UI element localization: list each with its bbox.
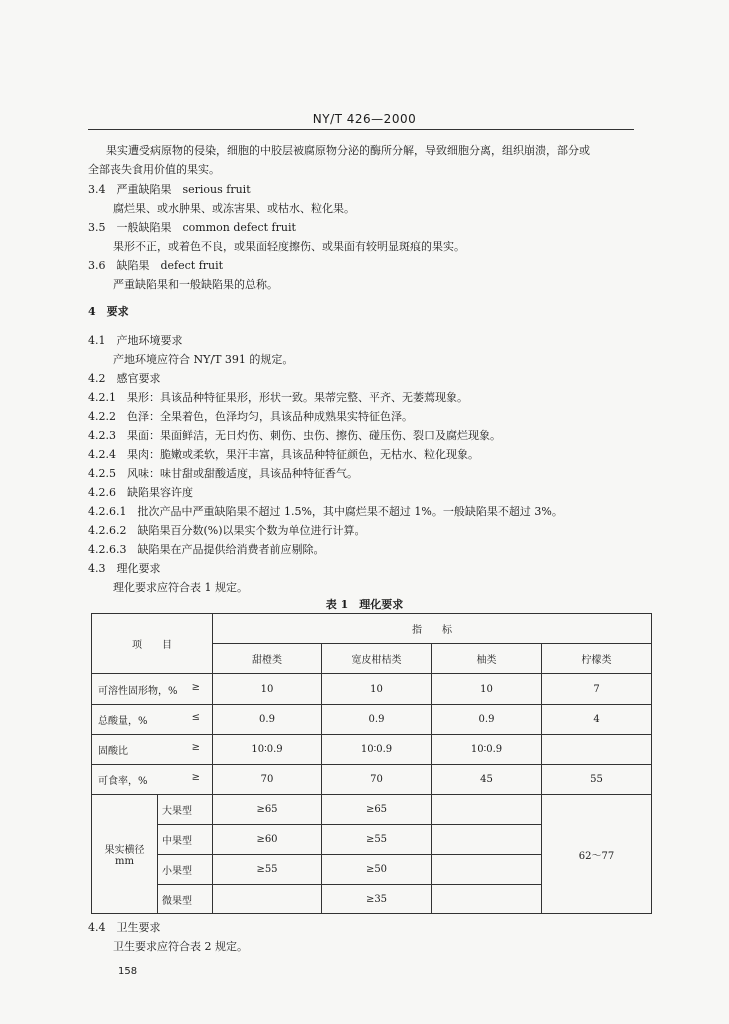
fruit-size-label: 小果型 — [158, 855, 213, 885]
comparison-sign: ≥ — [191, 772, 200, 783]
row-label: 固酸比 — [98, 746, 128, 757]
clause-item: 4.2.1 果形：具该品种特征果形，形状一致。果蒂完整、平齐、无萎蔫现象。 — [88, 391, 468, 404]
table-cell: ≥50 — [322, 855, 432, 885]
table-cell: 10∶0.9 — [322, 735, 432, 765]
table-cell: 10 — [213, 674, 322, 705]
clause-item: 4.2.5 风味：味甘甜或甜酸适度，具该品种特征香气。 — [88, 467, 358, 480]
table-cell: ≥55 — [213, 855, 322, 885]
requirements-table — [91, 613, 652, 914]
page-header: NY/T 426—2000 — [312, 112, 417, 126]
row-label: 总酸量，% — [98, 716, 148, 727]
table-caption: 表 1 理化要求 — [325, 598, 404, 611]
table-cell: 4 — [542, 705, 652, 735]
page-number: 158 — [118, 966, 138, 977]
column-header: 柚类 — [432, 644, 542, 674]
paragraph: 产地环境应符合 NY/T 391 的规定。 — [113, 353, 294, 366]
table-cell: 10∶0.9 — [432, 735, 542, 765]
clause-heading: 3.5 一般缺陷果 common defect fruit — [88, 221, 296, 234]
clause-heading: 4.2 感官要求 — [88, 372, 161, 385]
table-row — [92, 674, 652, 705]
table-cell: 10∶0.9 — [213, 735, 322, 765]
table-cell: 7 — [542, 674, 652, 705]
row-label-cell — [92, 705, 213, 735]
table-cell: ≥35 — [322, 885, 432, 914]
table-cell: 0.9 — [322, 705, 432, 735]
fruit-size-label: 中果型 — [158, 825, 213, 855]
table-cell: 0.9 — [213, 705, 322, 735]
column-header: 宽皮柑桔类 — [322, 644, 432, 674]
row-label: 可溶性固形物，% — [98, 685, 178, 697]
column-header: 柠檬类 — [542, 644, 652, 674]
header-rule — [88, 129, 634, 130]
table-row — [92, 705, 652, 735]
comparison-sign: ≥ — [191, 681, 200, 693]
clause-heading: 4.2.6 缺陷果容许度 — [88, 486, 193, 499]
fruit-size-label: 大果型 — [158, 795, 213, 825]
table-cell: ≥55 — [322, 825, 432, 855]
section-heading: 4 要求 — [88, 305, 129, 318]
clause-heading: 4.1 产地环境要求 — [88, 334, 183, 347]
diameter-label: 果实横径 — [104, 845, 145, 856]
column-header: 甜橙类 — [213, 644, 322, 674]
table-header-row — [92, 614, 652, 644]
paragraph: 理化要求应符合表 1 规定。 — [113, 581, 248, 594]
table-cell: ≥65 — [213, 795, 322, 825]
clause-item: 4.2.6.1 批次产品中严重缺陷果不超过 1.5%，其中腐烂果不超过 1%。一般缺陷果不超过 3%。 — [88, 505, 563, 518]
clause-heading: 4.3 理化要求 — [88, 562, 161, 575]
table-cell — [213, 885, 322, 914]
fruit-size-label: 微果型 — [158, 885, 213, 914]
table-cell: ≥65 — [322, 795, 432, 825]
table-row — [92, 735, 652, 765]
diameter-label-cell — [92, 795, 158, 914]
lemon-diameter-cell: 62～77 — [542, 795, 652, 914]
table-cell: 10 — [432, 674, 542, 705]
comparison-sign: ≤ — [191, 712, 200, 723]
clause-heading: 4.4 卫生要求 — [88, 921, 161, 934]
clause-item: 4.2.6.2 缺陷果百分数(%)以果实个数为单位进行计算。 — [88, 524, 366, 537]
table-cell — [432, 855, 542, 885]
paragraph: 严重缺陷果和一般缺陷果的总称。 — [113, 278, 278, 291]
clause-item: 4.2.6.3 缺陷果在产品提供给消费者前应剔除。 — [88, 543, 325, 556]
header-indicator-cell: 指 标 — [213, 614, 652, 644]
clause-item: 4.2.3 果面：果面鲜洁，无日灼伤、刺伤、虫伤、擦伤、碰压伤、裂口及腐烂现象。 — [88, 429, 501, 442]
table-cell: 55 — [542, 765, 652, 795]
row-label-cell — [92, 765, 213, 795]
table-cell: 70 — [213, 765, 322, 795]
clause-heading: 3.4 严重缺陷果 serious fruit — [88, 183, 251, 196]
row-label: 可食率，% — [98, 776, 148, 787]
paragraph: 果实遭受病原物的侵染，细胞的中胶层被腐原物分泌的酶所分解，导致细胞分离，组织崩溃，部分或 — [106, 144, 590, 157]
row-label-cell — [92, 674, 213, 705]
header-item-cell: 项 目 — [92, 614, 213, 674]
paragraph: 果形不正，或着色不良，或果面轻度擦伤、或果面有较明显斑痕的果实。 — [113, 240, 465, 253]
table-row — [92, 795, 652, 825]
row-label-cell — [92, 735, 213, 765]
paragraph: 腐烂果、或水肿果、或冻害果、或枯水、粒化果。 — [113, 202, 355, 215]
diameter-unit: mm — [115, 856, 134, 867]
table-cell: 0.9 — [432, 705, 542, 735]
table-cell: 45 — [432, 765, 542, 795]
table-cell — [432, 885, 542, 914]
table-cell: 10 — [322, 674, 432, 705]
table-cell: ≥60 — [213, 825, 322, 855]
clause-heading: 3.6 缺陷果 defect fruit — [88, 259, 224, 272]
table-cell — [432, 825, 542, 855]
table-cell: 70 — [322, 765, 432, 795]
table-cell — [432, 795, 542, 825]
table-row — [92, 765, 652, 795]
clause-item: 4.2.2 色泽：全果着色，色泽均匀，具该品种成熟果实特征色泽。 — [88, 410, 413, 423]
paragraph: 全部丧失食用价值的果实。 — [88, 163, 220, 176]
comparison-sign: ≥ — [191, 742, 200, 753]
clause-item: 4.2.4 果肉：脆嫩或柔软，果汗丰富，具该品种特征颜色，无枯水、粒化现象。 — [88, 448, 479, 461]
paragraph: 卫生要求应符合表 2 规定。 — [113, 940, 248, 953]
table-cell — [542, 735, 652, 765]
